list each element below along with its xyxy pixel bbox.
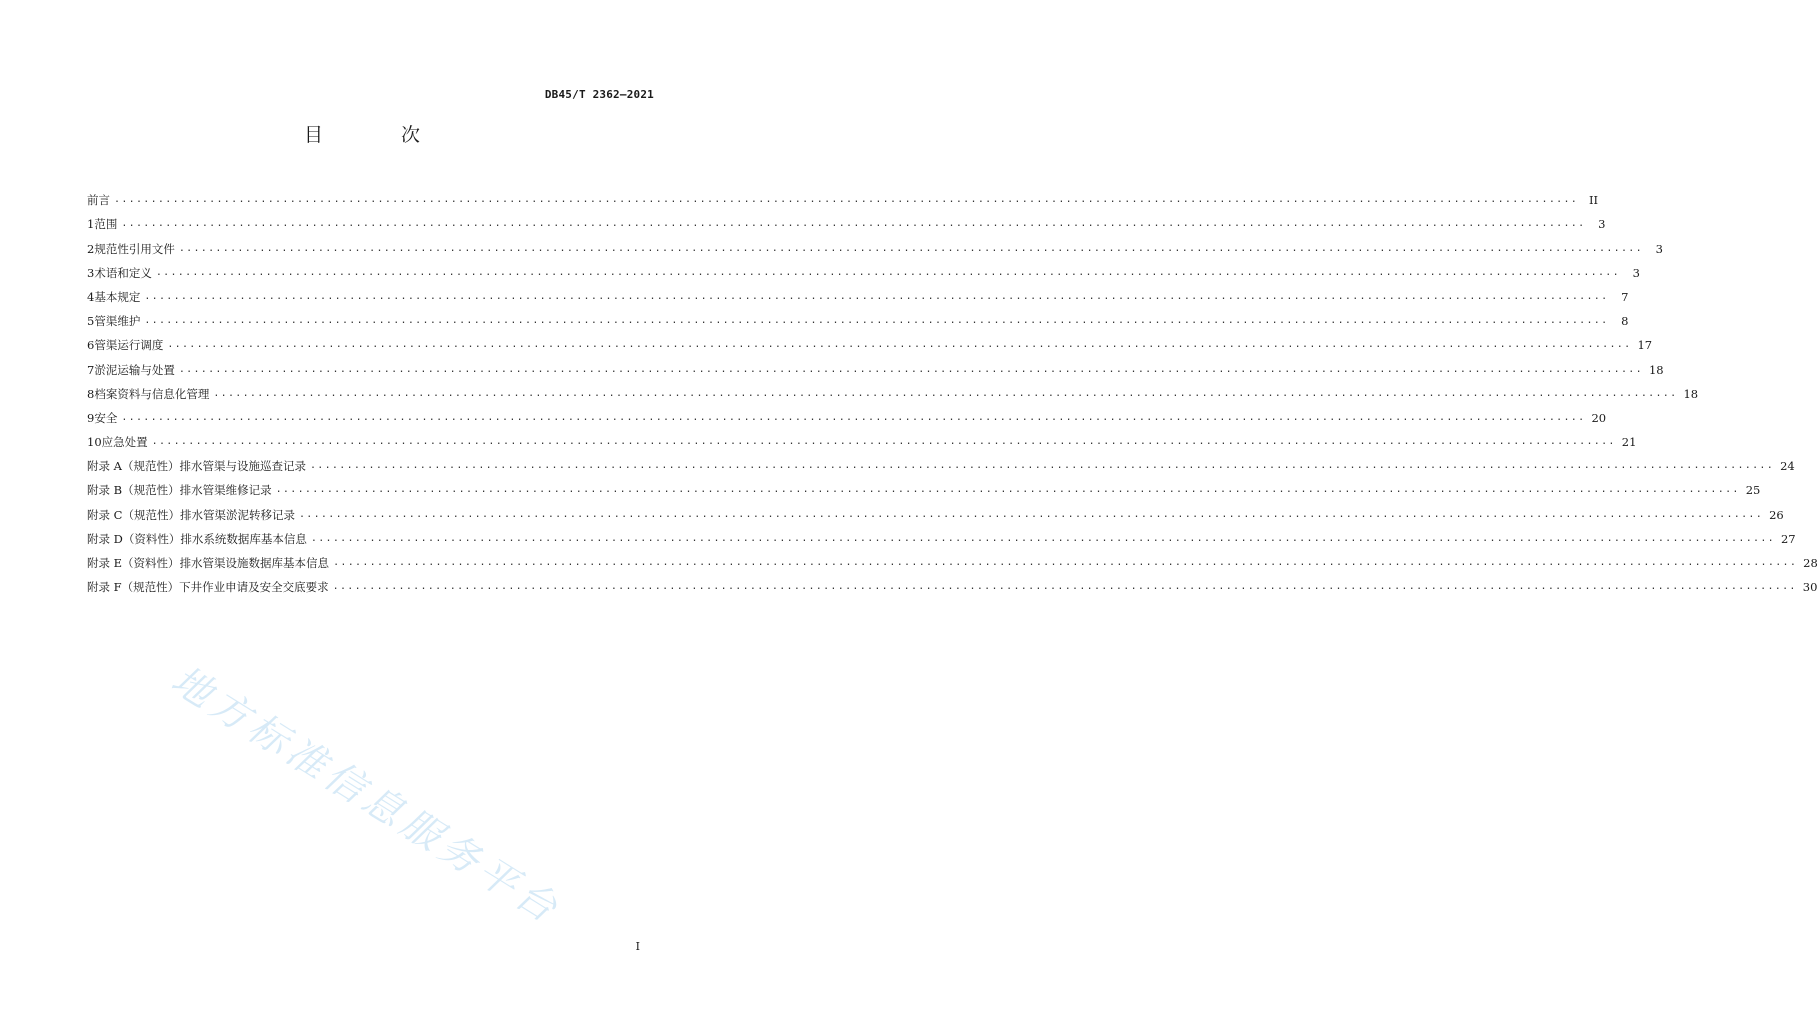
- toc-entry-page: 25: [1745, 483, 1761, 498]
- toc-entry[interactable]: [87, 329, 1653, 353]
- toc-entry[interactable]: [87, 474, 1761, 498]
- toc-entry-page: II: [1589, 193, 1599, 208]
- toc-entry-title: 范围: [94, 217, 118, 232]
- toc-entry-number: 4: [87, 289, 95, 304]
- toc-entry-page: 18: [1648, 362, 1664, 377]
- toc-entry-page: 28: [1803, 556, 1818, 570]
- toc-entry-title: 基本规定: [94, 289, 141, 304]
- toc-entry-title: 术语和定义: [94, 265, 152, 280]
- toc-entry-title: 管渠运行调度: [94, 338, 164, 353]
- toc-entry[interactable]: [87, 571, 1818, 595]
- table-of-contents: [87, 184, 1818, 595]
- toc-entry[interactable]: [87, 547, 1818, 571]
- toc-entry-appendix-label: 附录 B（规范性）: [87, 483, 180, 498]
- toc-entry-title: 安全: [94, 410, 118, 425]
- toc-entry[interactable]: [87, 305, 1629, 329]
- toc-entry-appendix-label: 附录 C（规范性）: [87, 507, 180, 522]
- toc-entry-number: 2: [87, 241, 95, 256]
- toc-entry-page: 7: [1621, 289, 1629, 304]
- toc-entry-page: 8: [1621, 314, 1629, 329]
- toc-entry-appendix-label: 附录 F（规范性）: [87, 580, 180, 595]
- toc-entry-number: 7: [87, 362, 95, 377]
- toc-entry-title: 档案资料与信息化管理: [94, 386, 210, 401]
- toc-dot-leader: ........................................................................................................................................................................................................: [114, 194, 1579, 206]
- toc-entry-title: 规范性引用文件: [94, 241, 175, 256]
- toc-entry-number: 9: [87, 410, 95, 425]
- toc-entry-title: 下井作业申请及安全交底要求: [179, 580, 329, 595]
- toc-entry[interactable]: [87, 426, 1637, 450]
- toc-dot-leader: ........................................................................................................................................................................................................: [309, 460, 1775, 472]
- toc-entry-appendix-label: 附录 A（规范性）: [87, 459, 180, 474]
- toc-entry-title: 应急处置: [101, 435, 148, 450]
- toc-entry-title: 排水管渠维修记录: [179, 483, 272, 498]
- toc-dot-leader: ........................................................................................................................................................................................................: [333, 557, 1798, 568]
- toc-entry-title: 排水管渠设施数据库基本信息: [179, 556, 330, 570]
- toc-dot-leader: ........................................................................................................................................................................................................: [178, 363, 1643, 375]
- toc-entry[interactable]: [87, 281, 1629, 305]
- toc-entry-appendix-label: 附录 E（资料性）: [87, 556, 180, 570]
- toc-entry-page: 24: [1780, 459, 1795, 474]
- toc-entry-number: 1: [87, 217, 95, 232]
- toc-entry-number: 10: [87, 435, 102, 450]
- toc-entry-page: 30: [1802, 580, 1818, 595]
- toc-entry[interactable]: [87, 353, 1664, 377]
- toc-dot-leader: ........................................................................................................................................................................................................: [332, 581, 1797, 593]
- toc-entry[interactable]: [87, 523, 1796, 547]
- toc-entry-title: 前言: [87, 193, 110, 208]
- toc-entry[interactable]: [87, 450, 1795, 474]
- toc-entry[interactable]: [87, 378, 1699, 402]
- toc-entry-page: 17: [1637, 338, 1653, 353]
- toc-entry-page: 3: [1655, 241, 1663, 256]
- toc-entry-title: 排水系统数据库基本信息: [180, 531, 307, 546]
- toc-entry-number: 3: [87, 265, 95, 280]
- toc-dot-leader: ........................................................................................................................................................................................................: [213, 387, 1678, 399]
- document-code: DB45/T 2362—2021: [544, 88, 654, 101]
- toc-entry-number: 8: [87, 386, 95, 401]
- toc-entry-number: 5: [87, 314, 95, 329]
- toc-entry[interactable]: [87, 232, 1663, 256]
- toc-entry-page: 20: [1591, 410, 1607, 425]
- toc-entry-page: 3: [1632, 265, 1640, 280]
- toc-dot-leader: ........................................................................................................................................................................................................: [144, 315, 1609, 327]
- toc-entry-page: 3: [1598, 217, 1606, 232]
- toc-entry-page: 18: [1683, 386, 1699, 401]
- toc-entry-page: 27: [1780, 531, 1796, 546]
- toc-dot-leader: ........................................................................................................................................................................................................: [167, 339, 1632, 351]
- toc-entry-title: 管渠维护: [94, 314, 141, 329]
- toc-title: 目 次: [303, 124, 457, 146]
- toc-dot-leader: ........................................................................................................................................................................................................: [178, 242, 1643, 254]
- footer-page-number: I: [635, 940, 640, 953]
- toc-dot-leader: ........................................................................................................................................................................................................: [310, 532, 1775, 544]
- toc-dot-leader: ........................................................................................................................................................................................................: [144, 290, 1609, 302]
- toc-entry[interactable]: [87, 184, 1599, 208]
- toc-dot-leader: ........................................................................................................................................................................................................: [151, 436, 1616, 448]
- toc-entry-page: 26: [1769, 507, 1784, 522]
- toc-dot-leader: ........................................................................................................................................................................................................: [121, 411, 1586, 423]
- toc-dot-leader: ........................................................................................................................................................................................................: [155, 266, 1620, 278]
- toc-entry-title: 淤泥运输与处置: [94, 362, 175, 377]
- toc-entry[interactable]: [87, 498, 1784, 522]
- watermark: 地方标准信息服务平台: [163, 657, 569, 935]
- toc-dot-leader: ........................................................................................................................................................................................................: [275, 484, 1740, 496]
- toc-entry-page: 21: [1621, 435, 1637, 450]
- toc-entry[interactable]: [87, 402, 1607, 426]
- toc-dot-leader: ........................................................................................................................................................................................................: [121, 218, 1586, 230]
- toc-dot-leader: ........................................................................................................................................................................................................: [298, 508, 1764, 520]
- toc-entry[interactable]: [87, 208, 1606, 232]
- toc-entry-title: 排水管渠淤泥转移记录: [179, 507, 295, 522]
- toc-entry-number: 6: [87, 338, 95, 353]
- toc-entry[interactable]: [87, 257, 1640, 281]
- toc-entry-title: 排水管渠与设施巡查记录: [179, 459, 306, 474]
- toc-entry-appendix-label: 附录 D（资料性）: [87, 531, 181, 546]
